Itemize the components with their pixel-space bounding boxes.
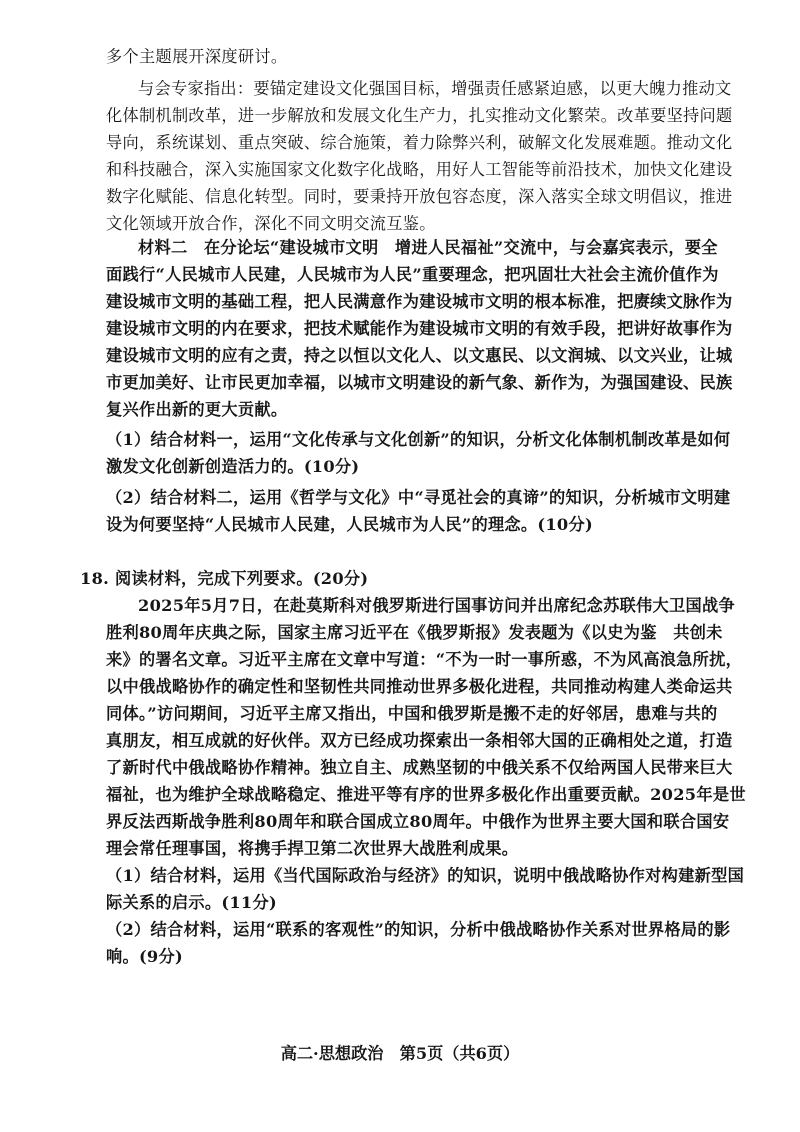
text-line: 胜利80周年庆典之际，国家主席习近平在《俄罗斯报》发表题为《以史为鉴 共创未 (106, 623, 723, 642)
text-line: 理会常任理事国，将携手捍卫第二次世界大战胜利成果。 (106, 839, 519, 858)
text-line: 导向，系统谋划、重点突破、综合施策，着力除弊兴利，破解文化发展难题。推动文化 (106, 133, 733, 152)
text-line: 数字化赋能、信息化转型。同时，要秉持开放包容态度，深入落实全球文明倡议，推进 (106, 187, 733, 206)
text-line: 界反法西斯战争胜利80周年和联合国成立80周年。中俄作为世界主要大国和联合国安 (106, 812, 730, 831)
question-18-1: （1）结合材料，运用《当代国际政治与经济》的知识，说明中俄战略协作对构建新型国 (106, 866, 745, 885)
page-footer: 高二·思想政治 第5页（共6页） (280, 1044, 520, 1063)
question-18-heading: 18. 阅读材料，完成下列要求。(20分) (80, 569, 369, 588)
text-line: 福祉，也为维护全球战略稳定、推进平等有序的世界多极化作出重要贡献。2025年是世 (106, 785, 746, 804)
question-17-1: （1）结合材料一，运用“文化传承与文化创新”的知识，分析文化体制机制改革是如何 (106, 430, 731, 449)
text-line: 建设城市文明的基础工程，把人民满意作为建设城市文明的根本标准，把赓续文脉作为 (106, 292, 733, 311)
text-line: 真朋友，相互成就的好伙伴。双方已经成功探索出一条相邻大国的正确相处之道，打造 (106, 731, 733, 750)
text-line: 2025年5月7日，在赴莫斯科对俄罗斯进行国事访问并出席纪念苏联伟大卫国战争 (138, 596, 735, 615)
question-18-1-cont: 际关系的启示。(11分) (106, 893, 277, 912)
question-17-2-cont: 设为何要坚持“人民城市人民建，人民城市为人民”的理念。(10分) (106, 515, 593, 534)
text-line: 多个主题展开深度研讨。 (106, 47, 288, 66)
text-line: 来》的署名文章。习近平主席在文章中写道：“不为一时一事所惑，不为风高浪急所扰， (106, 650, 743, 669)
text-line: 建设城市文明的应有之责，持之以恒以文化人、以文惠民、以文润城、以文兴业，让城 (106, 346, 733, 365)
text-line: 面践行“人民城市人民建，人民城市为人民”重要理念，把巩固壮大社会主流价值作为 (106, 265, 719, 284)
question-17-1-cont: 激发文化创新创造活力的。(10分) (106, 457, 360, 476)
text-line: 和科技融合，深入实施国家文化数字化战略，用好人工智能等前沿技术，加快文化建设 (106, 160, 733, 179)
text-line: 建设城市文明的内在要求，把技术赋能作为建设城市文明的有效手段，把讲好故事作为 (106, 319, 733, 338)
question-18-2: （2）结合材料，运用“联系的客观性”的知识，分析中俄战略协作关系对世界格局的影 (106, 920, 731, 939)
question-17-2: （2）结合材料二，运用《哲学与文化》中“寻觅社会的真谛”的知识，分析城市文明建 (106, 488, 731, 507)
text-line: 以中俄战略协作的确定性和坚韧性共同推动世界多极化进程，共同推动构建人类命运共 (106, 677, 733, 696)
question-18-2-cont: 响。(9分) (106, 947, 183, 966)
text-line: 同体。”访问期间，习近平主席又指出，中国和俄罗斯是搬不走的好邻居，患难与共的 (106, 704, 718, 723)
text-line: 化体制机制改革，进一步解放和发展文化生产力，扎实推动文化繁荣。改革要坚持问题 (106, 106, 733, 125)
text-line: 了新时代中俄战略协作精神。独立自主、成熟坚韧的中俄关系不仅给两国人民带来巨大 (106, 758, 733, 777)
text-line: 文化领域开放合作，深化不同文明交流互鉴。 (106, 214, 436, 233)
text-line: 复兴作出新的更大贡献。 (106, 400, 288, 419)
text-line: 与会专家指出：要锚定建设文化强国目标，增强责任感紧迫感，以更大魄力推动文 (138, 79, 732, 98)
material-two-heading: 材料二 在分论坛“建设城市文明 增进人民福祉”交流中，与会嘉宾表示，要全 (138, 238, 718, 257)
text-line: 市更加美好、让市民更加幸福，以城市文明建设的新气象、新作为，为强国建设、民族 (106, 373, 733, 392)
